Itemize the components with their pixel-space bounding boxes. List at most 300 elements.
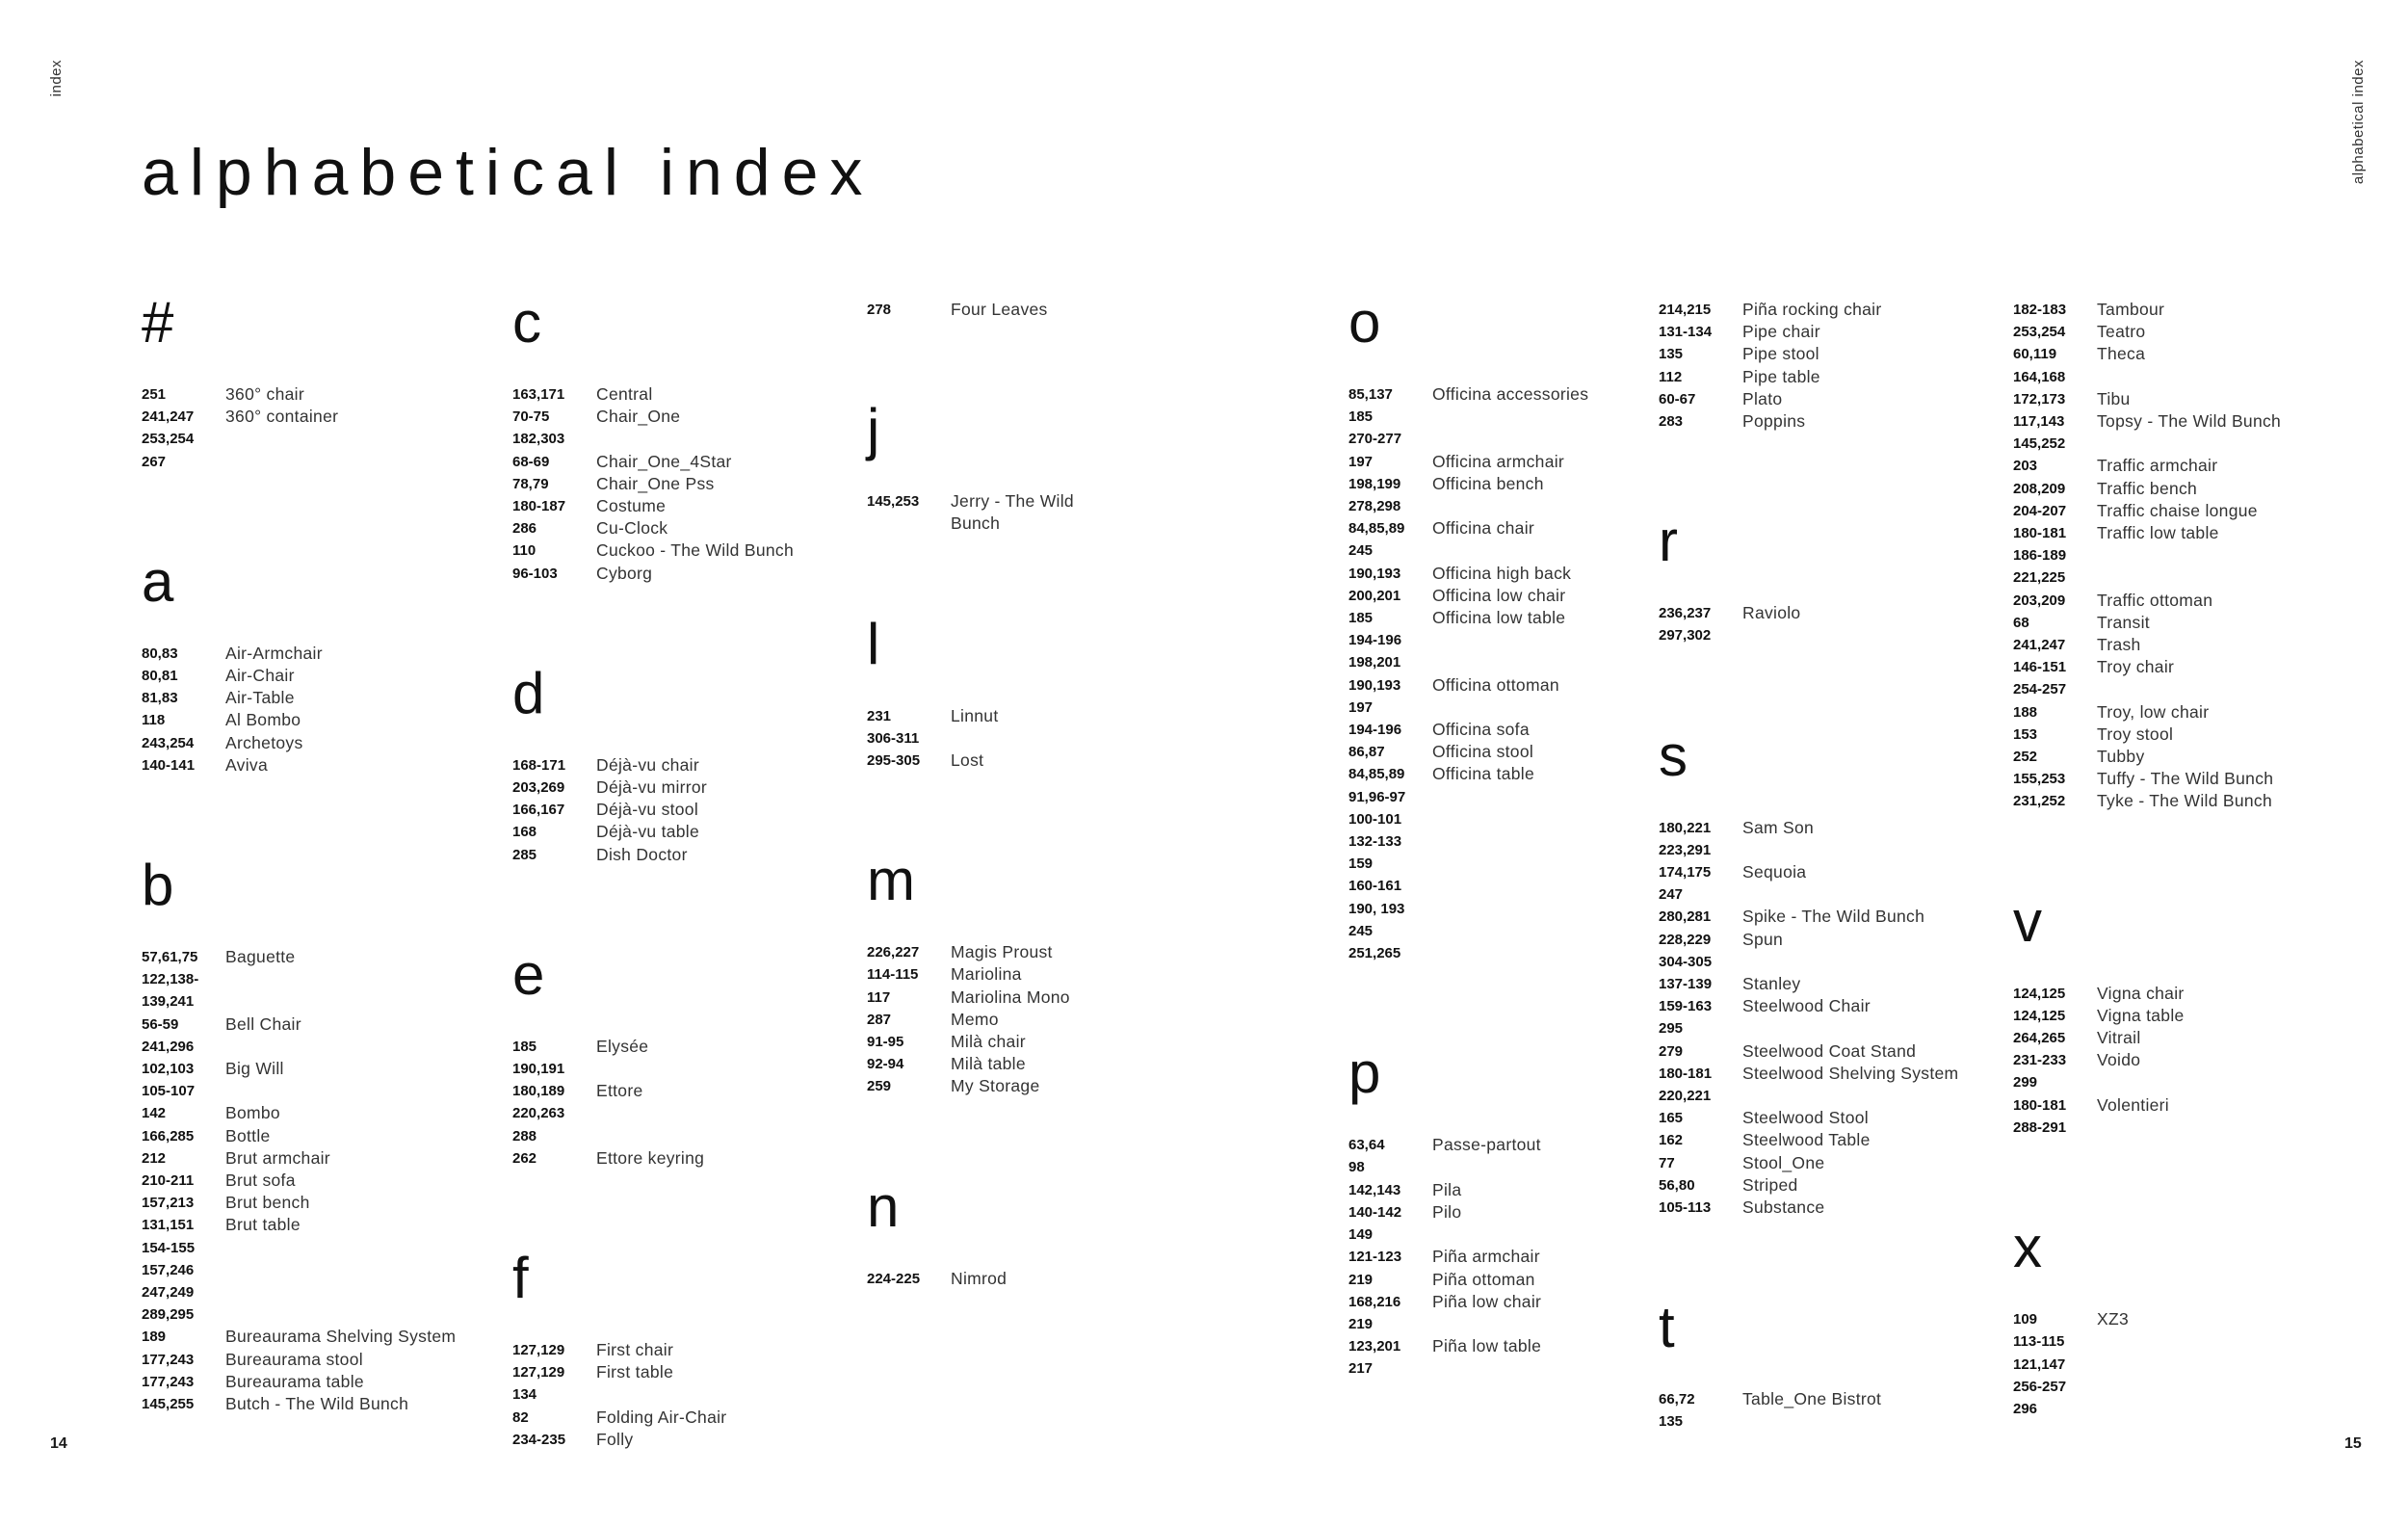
entry-name: Passe-partout (1432, 1135, 1541, 1155)
entry-name: Steelwood Table (1742, 1130, 1871, 1150)
entry-pages: 70-75 (512, 408, 550, 426)
index-entry (512, 473, 830, 495)
entry-pages: 254-257 (2013, 681, 2067, 698)
index-entry (2013, 656, 2331, 678)
entry-pages: 262 (512, 1149, 537, 1167)
entry-name: Bureaurama stool (225, 1349, 363, 1369)
entry-pages: 68-69 (512, 453, 550, 470)
entry-name: Dish Doctor (596, 844, 688, 864)
entry-name: Milà table (951, 1054, 1026, 1074)
entry-name: Piña armchair (1432, 1247, 1540, 1267)
entry-name: Mariolina Mono (951, 987, 1070, 1007)
entry-pages: 123,201 (1348, 1338, 1401, 1355)
index-entry (512, 451, 830, 473)
index-entry (2013, 410, 2331, 433)
entry-name: Folding Air-Chair (596, 1407, 727, 1427)
index-section (2013, 1214, 2331, 1420)
entry-pages: 253,254 (2013, 324, 2066, 341)
entry-pages: 84,85,89 (1348, 520, 1405, 538)
entry-pages: 98 (1348, 1159, 1365, 1176)
entry-pages: 131,151 (142, 1217, 195, 1234)
entry-name: Butch - The Wild Bunch (225, 1394, 409, 1414)
entry-pages: 220,221 (1659, 1088, 1712, 1105)
index-entry (1659, 624, 1996, 646)
entry-name: Volentieri (2097, 1094, 2169, 1115)
index-entry (2013, 1071, 2331, 1093)
entry-name: Ettore (596, 1081, 643, 1101)
entry-pages: 80,83 (142, 645, 178, 662)
index-section (2013, 888, 2331, 1139)
entry-pages: 194-196 (1348, 722, 1402, 739)
entry-name: Aviva (225, 754, 268, 775)
index-entry (142, 1259, 488, 1281)
index-entry (142, 968, 488, 990)
entry-pages: 140-142 (1348, 1203, 1402, 1221)
entry-name: Piña low table (1432, 1336, 1542, 1356)
entry-pages: 189 (142, 1329, 167, 1346)
entry-pages: 127,129 (512, 1342, 565, 1359)
index-entry (142, 428, 488, 450)
section-letter: s (1659, 723, 1688, 788)
index-entry (512, 1383, 830, 1406)
entry-pages: 226,227 (867, 944, 920, 961)
index-entry (2013, 1049, 2331, 1071)
index-section (2013, 299, 2331, 813)
entry-pages: 185 (1348, 610, 1374, 627)
entry-pages: 63,64 (1348, 1137, 1385, 1154)
entry-pages: 84,85,89 (1348, 766, 1405, 783)
entry-pages: 142,143 (1348, 1181, 1401, 1198)
entry-pages: 289,295 (142, 1306, 195, 1324)
entry-pages: 127,129 (512, 1364, 565, 1381)
entry-pages: 122,138- (142, 971, 199, 988)
section-letter: n (867, 1173, 900, 1239)
entry-name: 360° chair (225, 384, 304, 404)
index-entry (142, 709, 488, 731)
entry-pages: 180,221 (1659, 819, 1712, 836)
index-entry (1348, 808, 1637, 830)
index-entry (142, 665, 488, 687)
entry-pages: 86,87 (1348, 744, 1385, 761)
index-entry (142, 643, 488, 665)
page-title: alphabetical index (142, 136, 875, 209)
index-entry (2013, 1094, 2331, 1117)
index-entry (1659, 839, 1996, 861)
entry-pages: 247,249 (142, 1284, 195, 1302)
entry-pages: 241,247 (2013, 637, 2066, 654)
index-entry (2013, 590, 2331, 612)
entry-pages: 224-225 (867, 1270, 921, 1287)
index-entry (1348, 585, 1637, 607)
entry-pages: 241,296 (142, 1038, 195, 1055)
entry-name: Cyborg (596, 563, 653, 583)
entry-name: Sequoia (1742, 862, 1807, 882)
index-entry (1659, 1197, 1996, 1219)
index-entry (1348, 1156, 1637, 1178)
entry-pages: 210-211 (142, 1172, 195, 1190)
entry-pages: 85,137 (1348, 386, 1393, 403)
entry-name: My Storage (951, 1076, 1040, 1096)
entry-name: Pilo (1432, 1201, 1462, 1222)
index-entry (867, 941, 1156, 963)
entry-name: Transit (2097, 612, 2150, 632)
entry-name: Steelwood Coat Stand (1742, 1040, 1917, 1061)
index-entry (1348, 853, 1637, 875)
entry-name: Archetoys (225, 732, 303, 752)
index-entry (512, 1036, 830, 1058)
index-column-2 (512, 289, 830, 1526)
entry-name: Magis Proust (951, 942, 1053, 962)
index-entry (1659, 1174, 1996, 1197)
entry-pages: 279 (1659, 1042, 1684, 1060)
entry-name: Tibu (2097, 388, 2131, 408)
index-entry (867, 705, 1156, 727)
entry-pages: 109 (2013, 1311, 2038, 1329)
index-entry (867, 987, 1156, 1009)
index-entry (2013, 746, 2331, 768)
index-entry (2013, 724, 2331, 746)
index-entry (512, 1125, 830, 1147)
entry-name: Voido (2097, 1050, 2141, 1070)
index-entry (2013, 790, 2331, 812)
entry-pages: 296 (2013, 1400, 2038, 1417)
entry-name: Steelwood Shelving System (1742, 1063, 1959, 1083)
entry-pages: 245 (1348, 922, 1374, 939)
index-entry (1348, 920, 1637, 942)
index-entry (1659, 1107, 1996, 1129)
index-entry (1659, 995, 1996, 1017)
index-entry (2013, 522, 2331, 544)
entry-pages: 197 (1348, 453, 1374, 470)
entry-pages: 285 (512, 846, 537, 863)
index-entry (142, 1125, 488, 1147)
section-letter: a (142, 548, 174, 614)
entry-pages: 295-305 (867, 752, 921, 770)
entry-pages: 200,201 (1348, 587, 1401, 604)
index-entry (2013, 1005, 2331, 1027)
index-entry (1348, 1291, 1637, 1313)
entry-pages: 223,291 (1659, 841, 1712, 858)
entry-name: Plato (1742, 388, 1783, 408)
entry-name: Air-Chair (225, 666, 295, 686)
entry-pages: 121-123 (1348, 1249, 1402, 1266)
entry-name: Steelwood Chair (1742, 996, 1871, 1016)
entry-pages: 100-101 (1348, 810, 1402, 828)
entry-name: Pipe table (1742, 366, 1820, 386)
entry-pages: 60-67 (1659, 390, 1696, 408)
entry-name: Lost (951, 750, 984, 771)
entry-pages: 295 (1659, 1020, 1684, 1038)
entry-pages: 219 (1348, 1271, 1374, 1288)
index-entry (512, 563, 830, 585)
entry-pages: 78,79 (512, 475, 549, 492)
entry-pages: 197 (1348, 698, 1374, 716)
page-number-left: 14 (50, 1435, 67, 1452)
index-entry (1348, 1357, 1637, 1380)
entry-pages: 220,263 (512, 1105, 565, 1122)
index-entry (2013, 1308, 2331, 1330)
entry-pages: 251 (142, 386, 167, 403)
index-entry (1659, 1410, 1996, 1433)
entry-name: Poppins (1742, 411, 1806, 432)
entry-pages: 166,167 (512, 802, 565, 819)
index-entry (142, 1371, 488, 1393)
entry-pages: 287 (867, 1011, 892, 1028)
entry-name: Brut armchair (225, 1147, 330, 1168)
entry-pages: 166,285 (142, 1127, 195, 1144)
index-entry (512, 1361, 830, 1383)
index-section (512, 941, 830, 1170)
entry-name: Troy, low chair (2097, 701, 2210, 722)
entry-pages: 186-189 (2013, 547, 2067, 565)
index-entry (2013, 1354, 2331, 1376)
index-entry (2013, 1027, 2331, 1049)
entry-name: Bottle (225, 1125, 271, 1145)
entry-name: Tuffy - The Wild Bunch (2097, 769, 2274, 789)
entry-name: Substance (1742, 1197, 1825, 1218)
entry-name: Officina bench (1432, 473, 1544, 493)
index-entry (1348, 428, 1637, 450)
entry-name: Pila (1432, 1179, 1462, 1199)
entry-pages: 81,83 (142, 690, 178, 707)
section-letter: c (512, 290, 541, 355)
entry-name: Déjà-vu mirror (596, 777, 708, 798)
index-column-5 (1659, 289, 1996, 1509)
entry-pages: 121,147 (2013, 1355, 2066, 1373)
entry-pages: 231-233 (2013, 1052, 2067, 1069)
entry-name: Raviolo (1742, 603, 1801, 623)
index-entry (2013, 366, 2331, 388)
entry-pages: 114-115 (867, 966, 919, 984)
section-letter: f (512, 1246, 529, 1311)
index-section (867, 847, 1156, 1097)
index-entry (1659, 1085, 1996, 1107)
index-entry (2013, 500, 2331, 522)
entry-name: Trash (2097, 635, 2141, 655)
entry-pages: 110 (512, 542, 537, 560)
index-section (1659, 723, 1996, 1220)
entry-pages: 256-257 (2013, 1378, 2067, 1395)
entry-pages: 168,216 (1348, 1293, 1401, 1310)
entry-name: Officina high back (1432, 563, 1572, 583)
entry-pages: 198,201 (1348, 654, 1401, 671)
entry-pages: 77 (1659, 1154, 1675, 1171)
index-entry (142, 1147, 488, 1170)
entry-name: Jerry - The Wild (951, 491, 1074, 512)
index-entry (512, 1080, 830, 1102)
entry-name: Folly (596, 1429, 634, 1449)
index-entry (2013, 321, 2331, 343)
index-entry (512, 1102, 830, 1124)
index-section (512, 660, 830, 866)
index-entry (1348, 1269, 1637, 1291)
entry-name: Striped (1742, 1174, 1798, 1195)
entry-pages: 217 (1348, 1360, 1374, 1378)
index-section (1659, 1294, 1996, 1433)
entry-name: Vigna table (2097, 1005, 2185, 1025)
index-entry (1659, 1388, 1996, 1410)
entry-name: XZ3 (2097, 1309, 2129, 1329)
entry-pages: 214,215 (1659, 302, 1712, 318)
index-entry (867, 513, 1156, 535)
index-entry (2013, 678, 2331, 700)
index-entry (1659, 602, 1996, 624)
entry-pages: 155,253 (2013, 771, 2066, 788)
index-entry (1348, 1134, 1637, 1156)
index-section (1659, 508, 1996, 646)
entry-pages: 177,243 (142, 1351, 195, 1368)
entry-name: Bell Chair (225, 1013, 301, 1034)
index-section (867, 611, 1156, 773)
entry-pages: 66,72 (1659, 1391, 1695, 1408)
index-entry (1348, 451, 1637, 473)
index-column-1 (142, 289, 488, 1490)
entry-name: Officina armchair (1432, 451, 1565, 471)
entry-pages: 124,125 (2013, 985, 2066, 1002)
entry-name: Table_One Bistrot (1742, 1389, 1882, 1409)
entry-pages: 299 (2013, 1074, 2038, 1092)
index-entry (867, 750, 1156, 772)
entry-pages: 118 (142, 712, 166, 729)
index-entry (142, 406, 488, 428)
entry-pages: 124,125 (2013, 1007, 2066, 1024)
entry-pages: 159-163 (1659, 998, 1713, 1015)
index-entry (1659, 366, 1996, 388)
side-label-left: index (48, 60, 65, 97)
entry-pages: 165 (1659, 1110, 1684, 1127)
entry-pages: 182,303 (512, 431, 565, 448)
index-entry (1348, 719, 1637, 741)
index-entry (142, 1303, 488, 1326)
index-entry (512, 1407, 830, 1429)
index-entry (512, 539, 830, 562)
entry-pages: 280,281 (1659, 908, 1712, 926)
index-entry (142, 1170, 488, 1192)
entry-name: Officina sofa (1432, 720, 1530, 740)
index-entry (142, 732, 488, 754)
index-entry (1659, 1017, 1996, 1039)
entry-pages: 194-196 (1348, 632, 1402, 649)
entry-pages: 283 (1659, 413, 1684, 431)
entry-pages: 105-113 (1659, 1199, 1712, 1217)
index-entry (2013, 612, 2331, 634)
entry-pages: 251,265 (1348, 945, 1401, 962)
entry-pages: 190,193 (1348, 565, 1401, 582)
index-entry (1348, 651, 1637, 673)
section-letter: e (512, 941, 545, 1007)
entry-pages: 180-181 (2013, 525, 2067, 542)
index-entry (512, 821, 830, 843)
entry-name: Pipe stool (1742, 344, 1819, 364)
entry-pages: 132-133 (1348, 833, 1402, 851)
entry-pages: 180-181 (1659, 1065, 1713, 1082)
entry-name: Officina chair (1432, 518, 1535, 539)
entry-name: Theca (2097, 344, 2146, 364)
entry-pages: 146-151 (2013, 659, 2067, 676)
entry-pages: 228,229 (1659, 931, 1712, 948)
entry-name: Bombo (225, 1103, 280, 1123)
index-entry (867, 1053, 1156, 1075)
index-entry (1348, 674, 1637, 697)
index-entry (142, 1237, 488, 1259)
index-entry (142, 1214, 488, 1236)
entry-name: First table (596, 1362, 674, 1382)
entry-name: Déjà-vu table (596, 822, 700, 842)
index-entry (1659, 1040, 1996, 1063)
index-entry (1659, 299, 1996, 321)
entry-name: Brut bench (225, 1193, 310, 1213)
entry-pages: 182-183 (2013, 302, 2067, 318)
index-entry (1659, 861, 1996, 883)
index-entry (867, 299, 1156, 321)
index-entry (867, 963, 1156, 986)
entry-name: Chair_One Pss (596, 473, 715, 493)
entry-pages: 162 (1659, 1132, 1684, 1149)
entry-name: Air-Table (225, 688, 295, 708)
index-entry (1659, 321, 1996, 343)
index-entry (512, 495, 830, 517)
entry-pages: 253,254 (142, 431, 195, 448)
entry-name: Memo (951, 1009, 999, 1029)
index-entry (1659, 1129, 1996, 1151)
entry-pages: 135 (1659, 346, 1684, 363)
index-entry (142, 1013, 488, 1036)
entry-name: Traffic low table (2097, 523, 2219, 543)
index-entry (1348, 517, 1637, 539)
entry-pages: 247 (1659, 886, 1684, 904)
index-entry (142, 754, 488, 776)
section-letter: p (1348, 1040, 1381, 1106)
entry-pages: 177,243 (142, 1373, 195, 1390)
index-entry (512, 1058, 830, 1080)
index-entry (142, 1281, 488, 1303)
index-entry (1348, 898, 1637, 920)
entry-pages: 306-311 (867, 729, 920, 747)
entry-pages: 142 (142, 1105, 167, 1122)
entry-name: Déjà-vu stool (596, 800, 699, 820)
entry-pages: 140-141 (142, 756, 196, 774)
index-entry (512, 844, 830, 866)
entry-pages: 60,119 (2013, 346, 2057, 363)
index-entry (512, 406, 830, 428)
entry-pages: 231,252 (2013, 793, 2066, 810)
entry-pages: 241,247 (142, 408, 195, 426)
entry-pages: 168-171 (512, 756, 566, 774)
index-entry (1348, 473, 1637, 495)
index-entry (2013, 455, 2331, 477)
index-entry (867, 490, 1156, 513)
index-entry (2013, 566, 2331, 589)
section-letter: o (1348, 290, 1381, 355)
entry-pages: 231 (867, 707, 892, 724)
entry-pages: 190,193 (1348, 676, 1401, 694)
entry-pages: 82 (512, 1408, 529, 1426)
index-section (867, 1173, 1156, 1290)
index-entry (1659, 817, 1996, 839)
index-entry (1659, 973, 1996, 995)
index-entry (142, 1102, 488, 1124)
index-entry (142, 1349, 488, 1371)
entry-pages: 145,252 (2013, 435, 2066, 453)
section-letter: x (2013, 1215, 2042, 1280)
entry-pages: 198,199 (1348, 475, 1401, 492)
entry-pages: 168 (512, 824, 537, 841)
entry-name: Linnut (951, 705, 999, 725)
entry-name: 360° container (225, 407, 339, 427)
index-entry (512, 799, 830, 821)
entry-name: Brut table (225, 1215, 301, 1235)
index-entry (1348, 629, 1637, 651)
